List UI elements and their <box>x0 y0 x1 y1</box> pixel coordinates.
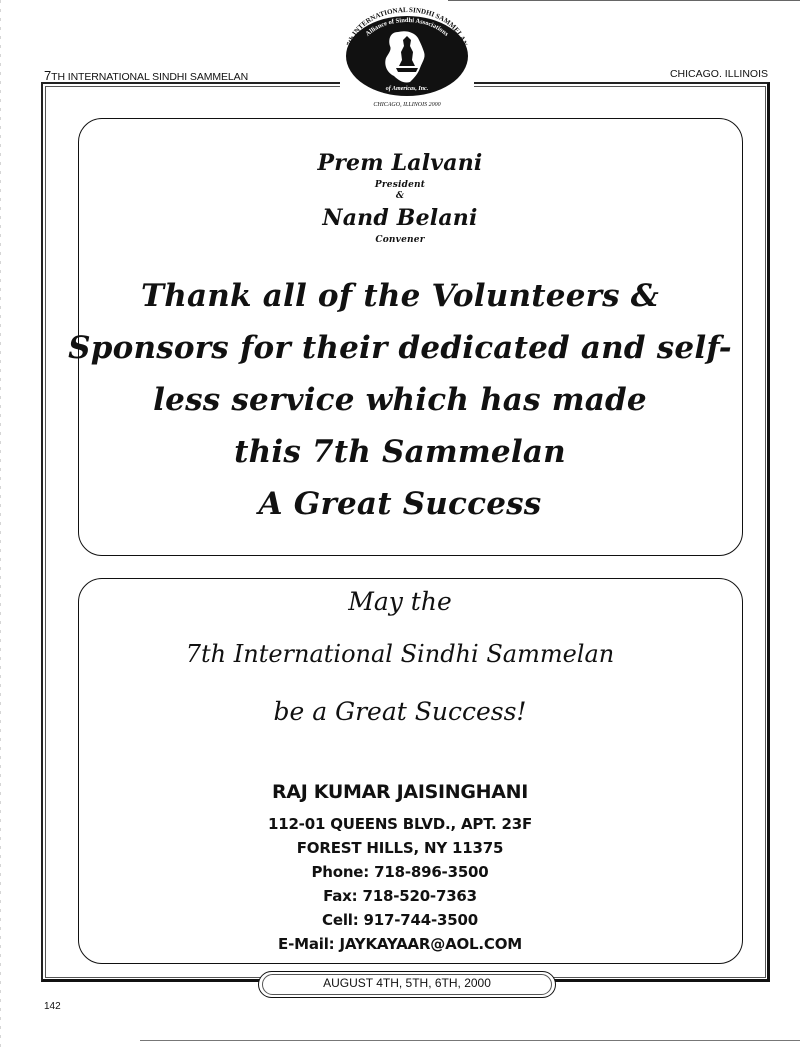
sponsor-address-line-2: FOREST HILLS, NY 11375 <box>296 839 504 857</box>
president-name: Prem Lalvani <box>317 150 483 176</box>
greeting-line: May the <box>348 587 452 616</box>
sponsor-name: RAJ KUMAR JAISINGHANI <box>271 781 529 803</box>
sponsor-fax: Fax: 718-520-7363 <box>323 887 477 905</box>
scan-edge-top <box>448 0 800 1</box>
sponsor-cell: Cell: 917-744-3500 <box>322 911 478 929</box>
president-role: President <box>374 180 426 190</box>
sponsor-address-line-1: 112-01 QUEENS BLVD., APT. 23F <box>267 815 533 833</box>
sponsor-phone: Phone: 718-896-3500 <box>311 863 489 881</box>
svg-text:Alliance of Sindhi Association: Alliance of Sindhi Associations <box>364 16 450 38</box>
svg-text:CHICAGO, ILLINOIS 2000: CHICAGO, ILLINOIS 2000 <box>373 102 441 108</box>
header-location: CHICAGO. ILLINOIS <box>669 68 768 80</box>
convener-role: Convener <box>375 235 425 245</box>
header-event-title <box>44 68 248 83</box>
svg-text:of Americas, Inc.: of Americas, Inc. <box>385 86 429 92</box>
header-title-prefix: 7 <box>44 68 52 83</box>
header-title-rest: TH INTERNATIONAL SINDHI SAMMELAN <box>51 71 249 83</box>
svg-text:7th INTERNATIONAL SINDHI SAMME: 7th INTERNATIONAL SINDHI SAMMELAN <box>345 5 469 48</box>
ampersand: & <box>395 191 405 201</box>
thank-you-message <box>0 270 800 530</box>
convener-name: Nand Belani <box>322 205 478 231</box>
sponsor-email: E-Mail: JAYKAYAAR@AOL.COM <box>278 935 522 953</box>
thank-you-line: Thank all of the Volunteers & <box>141 278 659 314</box>
greeting-box <box>78 578 743 964</box>
thank-you-line: Sponsors for their dedicated and self- <box>68 330 732 366</box>
scan-edge-bottom <box>140 1040 800 1041</box>
greeting-line: 7th International Sindhi Sammelan <box>185 640 615 668</box>
thank-you-line: less service which has made <box>153 382 647 418</box>
sammelan-logo-icon <box>340 2 474 112</box>
page-number: 142 <box>44 1001 61 1012</box>
greeting-line: be a Great Success! <box>273 697 527 726</box>
event-dates-banner: AUGUST 4TH, 5TH, 6TH, 2000 <box>258 971 556 998</box>
thank-you-line: this 7th Sammelan <box>234 434 566 470</box>
thank-you-line: A Great Success <box>258 486 542 522</box>
